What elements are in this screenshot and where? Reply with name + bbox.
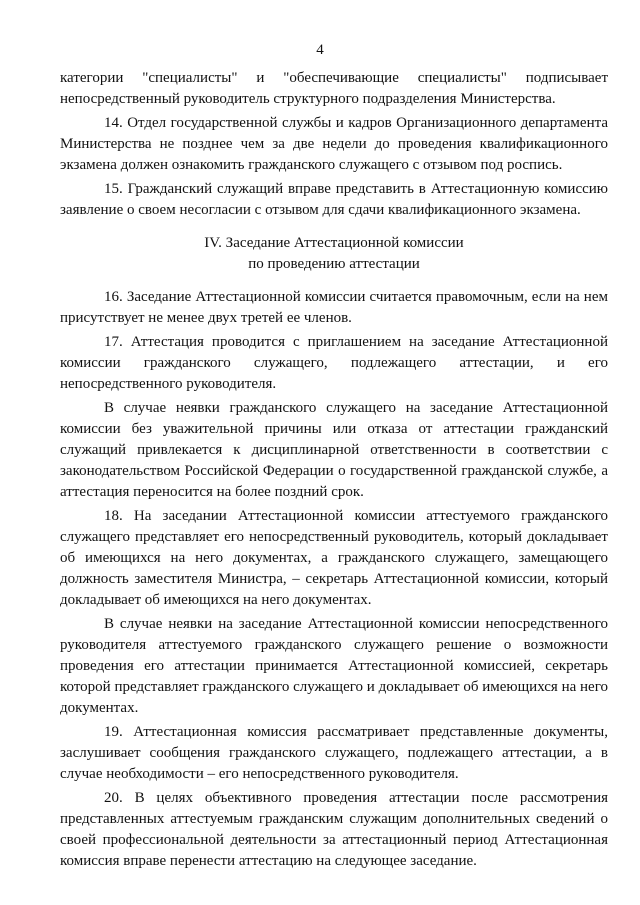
paragraph-14: 14. Отдел государственной службы и кадров Организационного департамента Министерства не позднее чем за две недели до проведения квалификационного экзамена должен ознакомить гражданского служащего с отзывом под роспись. [60, 115, 608, 173]
paragraph-19: 19. Аттестационная комиссия рассматривает представленные документы, заслушивает сообщения гражданского служащего, подлежащего аттестации, а в случае необходимости – его непосредственного руководителя. [60, 724, 608, 782]
paragraph-16: 16. Заседание Аттестационной комиссии считается правомочным, если на нем присутствует не менее двух третей ее членов. [60, 289, 608, 326]
section-heading [60, 233, 608, 275]
section-heading-line-1: IV. Заседание Аттестационной комиссии [204, 235, 464, 251]
section-heading-line-2: по проведению аттестации [248, 256, 420, 272]
paragraph-18-continued: В случае неявки на заседание Аттестационной комиссии непосредственного руководителя аттестуемого гражданского служащего решение о возможности проведения его аттестации принимается Аттестационной комиссией, секретарь которой представляет гражданского служащего и докладывает об имеющихся на него документах. [60, 616, 608, 716]
paragraph-17-continued: В случае неявки гражданского служащего на заседание Аттестационной комиссии без уважительной причины или отказа от аттестации гражданский служащий привлекается к дисциплинарной ответственности в соответствии с законодательством Российской Федерации о государственной гражданской службе, а аттестация переносится на более поздний срок. [60, 400, 608, 500]
paragraph-15: 15. Гражданский служащий вправе представить в Аттестационную комиссию заявление о своем несогласии с отзывом для сдачи квалификационного экзамена. [60, 181, 608, 218]
paragraph-13-continuation: категории "специалисты" и "обеспечивающие специалисты" подписывает непосредственный руководитель структурного подразделения Министерства. [60, 70, 608, 107]
paragraph-20: 20. В целях объективного проведения аттестации после рассмотрения представленных аттестуемым гражданским служащим дополнительных сведений о своей профессиональной деятельности за аттестационный период Аттестационная комиссия вправе перенести аттестацию на следующее заседание. [60, 790, 608, 869]
page-number: 4 [316, 42, 324, 58]
document-body [60, 68, 608, 875]
paragraph-18: 18. На заседании Аттестационной комиссии аттестуемого гражданского служащего представляет его непосредственный руководитель, который докладывает об имеющихся на него документах, а гражданского служащего, замещающего должность заместителя Министра, – секретарь Аттестационной комиссии, который докладывает об имеющихся на него документах. [60, 508, 608, 608]
paragraph-17: 17. Аттестация проводится с приглашением на заседание Аттестационной комиссии гражданского служащего, подлежащего аттестации, и его непосредственного руководителя. [60, 334, 608, 392]
